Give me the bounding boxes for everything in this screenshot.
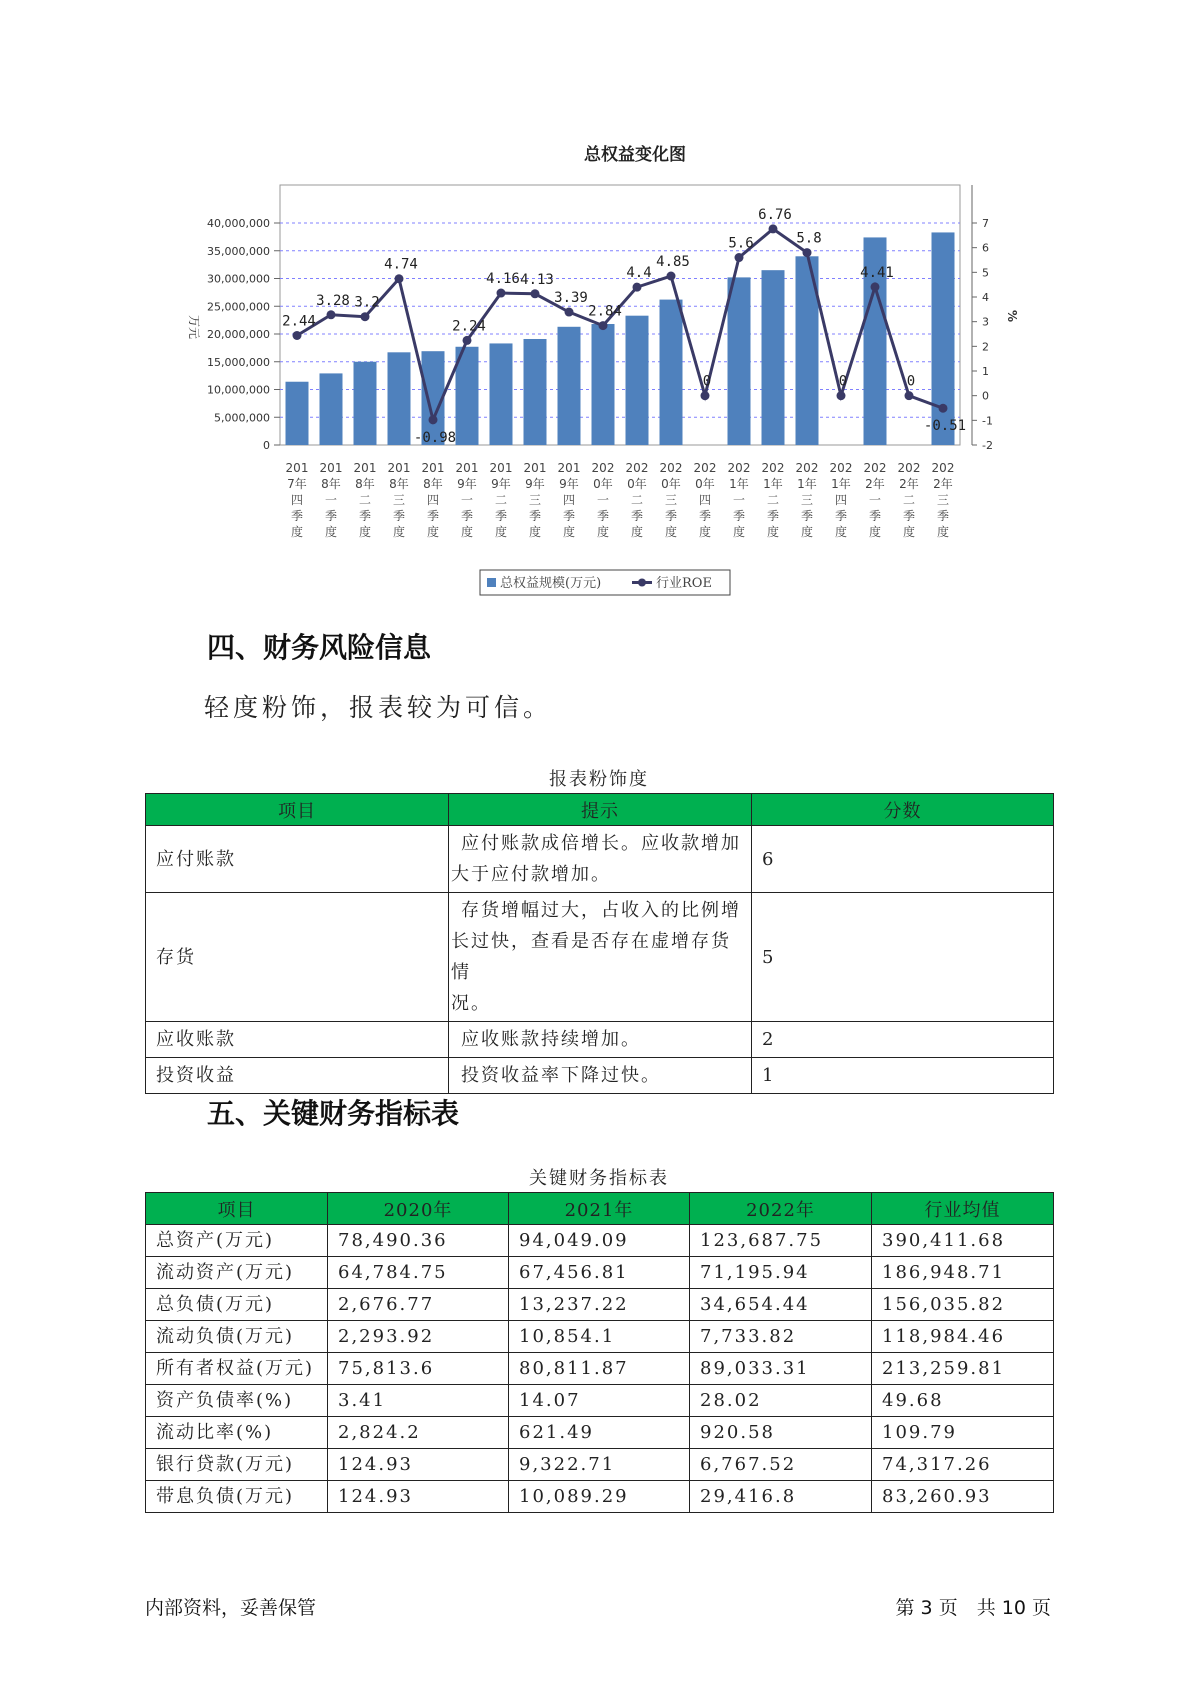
roe-data-label: 3.28 [316, 292, 350, 309]
roe-point [497, 289, 506, 298]
risk-hint-cell [449, 1022, 752, 1058]
x-tick-label: 201 [353, 461, 377, 475]
x-tick-label: 202 [931, 461, 955, 475]
roe-data-label: 4.16 [486, 271, 520, 288]
equity-bar [286, 382, 309, 445]
roe-data-label: 4.85 [656, 254, 690, 271]
kpi-value-cell: 89,033.31 [690, 1353, 872, 1385]
x-tick-label: 一 [324, 493, 338, 507]
kpi-value-cell: 124.93 [328, 1481, 509, 1513]
x-tick-label: 三 [664, 493, 678, 507]
kpi-value-cell: 94,049.09 [509, 1225, 690, 1257]
table-row [146, 1481, 1054, 1513]
x-tick-label: 度 [868, 525, 882, 539]
risk-header-score: 分数 [752, 794, 1054, 826]
page-suffix: 页 [1031, 1597, 1051, 1619]
kpi-value-cell: 2,824.2 [328, 1417, 509, 1449]
y-right-tick-label: 4 [982, 291, 989, 304]
x-tick-label: 9年 [491, 477, 511, 491]
y-right-tick-label: 5 [982, 266, 989, 280]
roe-point [939, 404, 948, 413]
kpi-value-cell: 118,984.46 [872, 1321, 1054, 1353]
x-tick-label: 度 [358, 525, 372, 539]
x-tick-label: 度 [562, 525, 576, 539]
x-tick-label: 202 [863, 461, 887, 475]
roe-point [293, 331, 302, 340]
roe-point [769, 224, 778, 233]
x-tick-label: 202 [829, 461, 853, 475]
table-row [146, 1289, 1054, 1321]
kpi-value-cell: 621.49 [509, 1417, 690, 1449]
x-tick-label: 0年 [661, 477, 681, 491]
x-tick-label: 2年 [865, 477, 885, 491]
table-row [146, 1385, 1054, 1417]
x-tick-label: 三 [528, 493, 542, 507]
table-row [146, 1058, 1054, 1094]
x-tick-label: 季 [324, 509, 338, 523]
x-tick-label: 一 [460, 493, 474, 507]
roe-data-label: 3.2 [354, 294, 380, 311]
table-row [146, 826, 1054, 893]
roe-data-label: 2.44 [282, 313, 316, 330]
x-tick-label: 201 [557, 461, 581, 475]
y-left-tick-label: 25,000,000 [207, 300, 270, 314]
equity-bar [592, 324, 615, 445]
x-tick-label: 度 [698, 525, 712, 539]
x-tick-label: 度 [324, 525, 338, 539]
x-tick-label: 9年 [457, 477, 477, 491]
x-tick-label: 201 [319, 461, 343, 475]
kpi-item-cell: 资产负债率(%) [146, 1385, 328, 1417]
roe-point [429, 415, 438, 424]
roe-point [837, 391, 846, 400]
equity-bar [524, 339, 547, 445]
risk-hint-cell [449, 1058, 752, 1094]
kpi-item-cell: 总资产(万元) [146, 1225, 328, 1257]
x-tick-label: 季 [834, 509, 848, 523]
x-tick-label: 一 [596, 493, 610, 507]
x-tick-label: 四 [698, 493, 712, 507]
x-tick-label: 二 [494, 493, 508, 507]
risk-score-cell: 6 [752, 826, 1054, 893]
footer-page-indicator [895, 1593, 1051, 1620]
x-tick-label: 度 [392, 525, 406, 539]
x-tick-label: 0年 [593, 477, 613, 491]
x-tick-label: 季 [460, 509, 474, 523]
risk-hint-line: 大于应付款增加。 [451, 864, 611, 885]
kpi-table [145, 1192, 1054, 1513]
x-tick-label: 季 [766, 509, 780, 523]
y-left-tick-label: 5,000,000 [214, 411, 270, 425]
kpi-value-cell: 29,416.8 [690, 1481, 872, 1513]
risk-header-item: 项目 [146, 794, 449, 826]
table-row [146, 1417, 1054, 1449]
roe-data-label: 5.8 [796, 230, 822, 247]
kpi-value-cell: 78,490.36 [328, 1225, 509, 1257]
y-right-tick-label: 7 [982, 217, 989, 230]
kpi-table-caption: 关键财务指标表 [529, 1168, 669, 1189]
risk-item-cell: 存货 [146, 893, 449, 1022]
x-tick-label: 度 [494, 525, 508, 539]
risk-hint-line: 投资收益率下降过快。 [461, 1065, 661, 1086]
risk-item-cell: 投资收益 [146, 1058, 449, 1094]
page-prefix: 第 [895, 1597, 915, 1619]
chart-title: 总权益变化图 [584, 145, 686, 165]
y-right-tick-label: 3 [982, 315, 989, 329]
page-total: 10 [1001, 1597, 1026, 1619]
kpi-value-cell: 80,811.87 [509, 1353, 690, 1385]
y-left-tick-label: 15,000,000 [207, 355, 270, 369]
x-tick-label: 9年 [559, 477, 579, 491]
kpi-section-heading: 五、关键财务指标表 [207, 1097, 460, 1130]
x-tick-label: 季 [290, 509, 304, 523]
y-right-tick-label: 2 [982, 340, 989, 354]
y-left-tick-label: 35,000,000 [207, 244, 270, 258]
x-tick-label: 8年 [389, 477, 409, 491]
kpi-value-cell: 109.79 [872, 1417, 1054, 1449]
roe-point [633, 283, 642, 292]
kpi-value-cell: 123,687.75 [690, 1225, 872, 1257]
x-tick-label: 202 [693, 461, 717, 475]
x-tick-label: 202 [591, 461, 615, 475]
kpi-value-cell: 9,322.71 [509, 1449, 690, 1481]
x-tick-label: 四 [562, 493, 576, 507]
x-tick-label: 季 [358, 509, 372, 523]
roe-data-label: -0.98 [413, 429, 457, 446]
roe-point [463, 336, 472, 345]
kpi-item-cell: 流动资产(万元) [146, 1257, 328, 1289]
equity-chart [180, 140, 1019, 600]
x-tick-label: 201 [285, 461, 309, 475]
table-row [146, 893, 1054, 1022]
x-tick-label: 季 [868, 509, 882, 523]
y-right-tick-label: 1 [982, 365, 989, 378]
legend-line-label: 行业ROE [656, 576, 712, 591]
kpi-value-cell: 124.93 [328, 1449, 509, 1481]
x-tick-label: 9年 [525, 477, 545, 491]
x-tick-label: 1年 [831, 477, 851, 491]
risk-table [145, 793, 1054, 1094]
x-tick-label: 季 [528, 509, 542, 523]
kpi-value-cell: 3.41 [328, 1385, 509, 1417]
kpi-value-cell: 34,654.44 [690, 1289, 872, 1321]
x-tick-label: 季 [698, 509, 712, 523]
x-tick-label: 201 [421, 461, 445, 475]
equity-bar [354, 362, 377, 445]
page-number: 3 [920, 1597, 933, 1619]
legend-bar-label: 总权益规模(万元) [500, 576, 602, 591]
kpi-header-2022: 2022年 [690, 1193, 872, 1225]
x-tick-label: 度 [834, 525, 848, 539]
risk-score-cell: 1 [752, 1058, 1054, 1094]
kpi-value-cell: 75,813.6 [328, 1353, 509, 1385]
roe-data-label: 6.76 [758, 206, 792, 223]
kpi-value-cell: 156,035.82 [872, 1289, 1054, 1321]
x-tick-label: 202 [727, 461, 751, 475]
x-tick-label: 季 [596, 509, 610, 523]
legend-bar-swatch [487, 578, 496, 587]
x-tick-label: 1年 [729, 477, 749, 491]
footer-confidential-note: 内部资料，妥善保管 [145, 1597, 317, 1619]
y-right-tick-label: 6 [982, 241, 989, 255]
x-tick-label: 度 [902, 525, 916, 539]
page-mid: 页 共 [938, 1597, 996, 1619]
roe-point [905, 391, 914, 400]
kpi-value-cell: 64,784.75 [328, 1257, 509, 1289]
roe-data-label: 2.84 [588, 303, 622, 320]
y-right-axis-title: % [1005, 310, 1019, 323]
kpi-value-cell: 213,259.81 [872, 1353, 1054, 1385]
kpi-item-cell: 银行贷款(万元) [146, 1449, 328, 1481]
roe-point [531, 289, 540, 298]
x-tick-label: 8年 [423, 477, 443, 491]
x-tick-label: 1年 [797, 477, 817, 491]
x-tick-label: 度 [290, 525, 304, 539]
equity-bar [320, 373, 343, 445]
roe-data-label: 3.39 [554, 290, 588, 307]
kpi-value-cell: 2,293.92 [328, 1321, 509, 1353]
x-tick-label: 度 [800, 525, 814, 539]
roe-data-label: 0 [702, 373, 712, 390]
x-tick-label: 度 [528, 525, 542, 539]
x-tick-label: 201 [489, 461, 513, 475]
kpi-value-cell: 10,854.1 [509, 1321, 690, 1353]
x-tick-label: 一 [732, 493, 746, 507]
x-tick-label: 三 [936, 493, 950, 507]
kpi-value-cell: 7,733.82 [690, 1321, 872, 1353]
equity-bar [660, 300, 683, 445]
kpi-value-cell: 49.68 [872, 1385, 1054, 1417]
risk-hint-line: 应付账款成倍增长。应收款增加 [461, 833, 741, 854]
x-tick-label: 202 [659, 461, 683, 475]
table-row [146, 1321, 1054, 1353]
risk-hint-cell [449, 893, 752, 1022]
x-tick-label: 二 [902, 493, 916, 507]
risk-table-header-row [146, 794, 1054, 826]
x-tick-label: 四 [290, 493, 304, 507]
kpi-value-cell: 6,767.52 [690, 1449, 872, 1481]
y-left-tick-label: 0 [263, 439, 270, 452]
kpi-value-cell: 390,411.68 [872, 1225, 1054, 1257]
x-tick-label: 2年 [933, 477, 953, 491]
x-tick-label: 8年 [355, 477, 375, 491]
y-left-tick-label: 20,000,000 [207, 328, 270, 341]
x-tick-label: 季 [630, 509, 644, 523]
kpi-value-cell: 74,317.26 [872, 1449, 1054, 1481]
roe-point [735, 253, 744, 262]
kpi-value-cell: 920.58 [690, 1417, 872, 1449]
x-tick-label: 202 [897, 461, 921, 475]
x-tick-label: 202 [761, 461, 785, 475]
kpi-value-cell: 71,195.94 [690, 1257, 872, 1289]
y-left-axis-title: 万元 [187, 315, 201, 340]
kpi-header-2020: 2020年 [328, 1193, 509, 1225]
kpi-value-cell: 14.07 [509, 1385, 690, 1417]
roe-data-label: 4.13 [520, 271, 554, 288]
risk-hint-line: 况。 [451, 993, 491, 1014]
x-tick-label: 季 [494, 509, 508, 523]
x-tick-label: 二 [358, 493, 372, 507]
roe-data-label: 0 [838, 373, 848, 390]
equity-bar [558, 327, 581, 445]
x-tick-label: 0年 [695, 477, 715, 491]
x-tick-label: 四 [426, 493, 440, 507]
x-tick-label: 202 [795, 461, 819, 475]
risk-table-caption: 报表粉饰度 [549, 769, 649, 790]
equity-bar [626, 316, 649, 445]
x-tick-label: 四 [834, 493, 848, 507]
kpi-value-cell: 83,260.93 [872, 1481, 1054, 1513]
risk-item-cell: 应收账款 [146, 1022, 449, 1058]
kpi-value-cell: 67,456.81 [509, 1257, 690, 1289]
roe-point [395, 274, 404, 283]
kpi-header-industry-avg: 行业均值 [872, 1193, 1054, 1225]
kpi-value-cell: 186,948.71 [872, 1257, 1054, 1289]
x-tick-label: 201 [455, 461, 479, 475]
x-tick-label: 201 [523, 461, 547, 475]
x-tick-label: 度 [936, 525, 950, 539]
kpi-item-cell: 带息负债(万元) [146, 1481, 328, 1513]
kpi-table-header-row [146, 1193, 1054, 1225]
kpi-item-cell: 流动比率(%) [146, 1417, 328, 1449]
y-left-tick-label: 10,000,000 [207, 383, 270, 397]
risk-header-hint: 提示 [449, 794, 752, 826]
y-right-tick-label: 0 [982, 389, 989, 403]
risk-hint-line: 长过快，查看是否存在虚增存货情 [451, 931, 731, 983]
x-tick-label: 度 [766, 525, 780, 539]
x-tick-label: 二 [630, 493, 644, 507]
y-right-tick-label: -2 [982, 439, 993, 452]
table-row [146, 1257, 1054, 1289]
table-row [146, 1022, 1054, 1058]
risk-hint-line: 存货增幅过大，占收入的比例增 [461, 900, 741, 921]
kpi-header-2021: 2021年 [509, 1193, 690, 1225]
risk-hint-cell [449, 826, 752, 893]
legend-line-marker [638, 579, 646, 587]
equity-bar [728, 277, 751, 445]
table-row [146, 1225, 1054, 1257]
x-tick-label: 三 [392, 493, 406, 507]
x-tick-label: 三 [800, 493, 814, 507]
risk-item-cell: 应付账款 [146, 826, 449, 893]
roe-data-label: 0 [906, 373, 916, 390]
x-tick-label: 度 [732, 525, 746, 539]
equity-bar [490, 343, 513, 445]
risk-summary-text: 轻度粉饰，报表较为可信。 [204, 693, 553, 722]
kpi-value-cell: 28.02 [690, 1385, 872, 1417]
roe-point [701, 391, 710, 400]
x-tick-label: 季 [426, 509, 440, 523]
roe-point [361, 312, 370, 321]
roe-point [803, 248, 812, 257]
x-tick-label: 季 [800, 509, 814, 523]
risk-section-heading: 四、财务风险信息 [207, 631, 432, 664]
table-row [146, 1449, 1054, 1481]
table-row [146, 1353, 1054, 1385]
roe-point [327, 310, 336, 319]
x-tick-label: 季 [936, 509, 950, 523]
risk-hint-line: 应收账款持续增加。 [461, 1029, 641, 1050]
x-tick-label: 季 [664, 509, 678, 523]
y-left-tick-label: 40,000,000 [207, 217, 270, 230]
x-tick-label: 二 [766, 493, 780, 507]
risk-score-cell: 5 [752, 893, 1054, 1022]
roe-data-label: 4.41 [860, 264, 894, 281]
roe-data-label: 2.24 [452, 318, 486, 335]
x-tick-label: 一 [868, 493, 882, 507]
roe-point [599, 321, 608, 330]
x-tick-label: 季 [732, 509, 746, 523]
x-tick-label: 7年 [287, 477, 307, 491]
roe-point [565, 308, 574, 317]
x-tick-label: 8年 [321, 477, 341, 491]
x-tick-label: 0年 [627, 477, 647, 491]
y-left-tick-label: 30,000,000 [207, 272, 270, 286]
kpi-header-item: 项目 [146, 1193, 328, 1225]
x-tick-label: 202 [625, 461, 649, 475]
roe-point [871, 282, 880, 291]
x-tick-label: 度 [460, 525, 474, 539]
risk-score-cell: 2 [752, 1022, 1054, 1058]
equity-bar [388, 352, 411, 445]
x-tick-label: 201 [387, 461, 411, 475]
x-tick-label: 度 [426, 525, 440, 539]
y-right-tick-label: -1 [982, 414, 993, 428]
roe-data-label: -0.51 [923, 418, 967, 435]
roe-data-label: 4.74 [384, 256, 418, 273]
kpi-value-cell: 13,237.22 [509, 1289, 690, 1321]
kpi-item-cell: 总负债(万元) [146, 1289, 328, 1321]
kpi-item-cell: 所有者权益(万元) [146, 1353, 328, 1385]
x-tick-label: 季 [562, 509, 576, 523]
x-tick-label: 季 [902, 509, 916, 523]
x-tick-label: 度 [630, 525, 644, 539]
roe-point [667, 272, 676, 281]
x-tick-label: 1年 [763, 477, 783, 491]
equity-bar [762, 270, 785, 445]
x-tick-label: 度 [596, 525, 610, 539]
x-tick-label: 2年 [899, 477, 919, 491]
x-tick-label: 度 [664, 525, 678, 539]
equity-bar [932, 232, 955, 445]
roe-data-label: 4.4 [626, 265, 652, 282]
kpi-item-cell: 流动负债(万元) [146, 1321, 328, 1353]
x-tick-label: 季 [392, 509, 406, 523]
kpi-value-cell: 10,089.29 [509, 1481, 690, 1513]
roe-data-label: 5.6 [728, 235, 754, 252]
kpi-value-cell: 2,676.77 [328, 1289, 509, 1321]
